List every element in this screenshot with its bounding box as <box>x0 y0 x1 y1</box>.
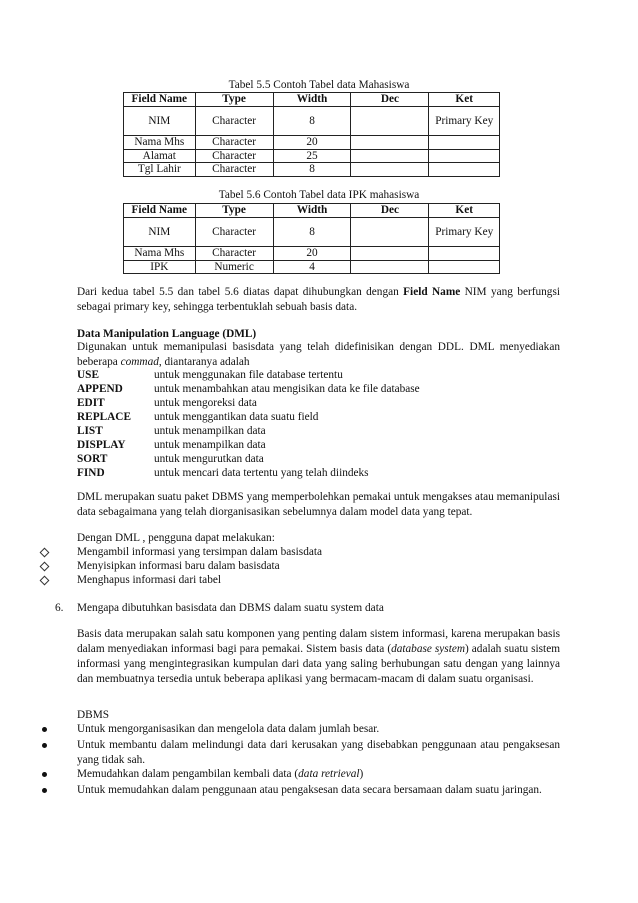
table-cell: 8 <box>273 163 351 177</box>
dml-intro <box>77 340 560 370</box>
table-cell: Primary Key <box>429 218 500 247</box>
answer-text: Basis data merupakan salah satu komponen yang penting dalam sistem informasi, karena merupakan basis dalam menyediakan informasi bagi para pemakai. Sistem basis data ( <box>77 628 560 655</box>
table1-header-row <box>124 93 500 107</box>
table2-caption: Tabel 5.6 Contoh Tabel data IPK mahasiswa <box>218 189 420 201</box>
table-cell: Character <box>195 136 273 150</box>
table1 <box>123 92 500 177</box>
command-name: FIND <box>77 467 105 479</box>
table-cell: Character <box>195 149 273 163</box>
bullet-dot-icon <box>38 767 50 780</box>
dml-can-item: Menghapus informasi dari tabel <box>77 574 221 586</box>
dbms-item <box>77 767 560 781</box>
table1-header: Dec <box>351 93 429 107</box>
table2-header: Field Name <box>124 204 196 218</box>
table-cell: Character <box>195 107 273 136</box>
table-cell: 8 <box>273 107 351 136</box>
dml-heading: Data Manipulation Language (DML) <box>77 328 257 340</box>
table2-header-row <box>124 204 500 218</box>
dbms-item-text-end: ) <box>359 768 364 780</box>
table-cell <box>351 247 429 261</box>
table-cell: Character <box>195 163 273 177</box>
link-paragraph-text-end: NIM yang berfungsi sebagai primary key, sehingga terbentuklah sebuah basis data. <box>77 286 560 313</box>
table-cell: 4 <box>273 260 351 274</box>
command-name: USE <box>77 369 99 381</box>
dml-can-item: Menyisipkan informasi baru dalam basisdata <box>77 560 280 572</box>
table-cell: 20 <box>273 247 351 261</box>
dml-can-item: Mengambil informasi yang tersimpan dalam basisdata <box>77 546 323 558</box>
table-cell: 25 <box>273 149 351 163</box>
table-cell: Nama Mhs <box>124 136 196 150</box>
diamond-bullet-icon <box>38 573 50 587</box>
dml-intro-text-end: , diantaranya adalah <box>158 356 250 368</box>
diamond-bullet-icon <box>38 545 50 559</box>
table-row <box>124 247 500 261</box>
table-row <box>124 107 500 136</box>
command-desc: untuk mencari data tertentu yang telah diindeks <box>154 467 369 479</box>
table-cell: NIM <box>124 218 196 247</box>
table-cell: 8 <box>273 218 351 247</box>
command-row-append <box>77 382 420 396</box>
table-cell <box>429 136 500 150</box>
dml-summary: DML merupakan suatu paket DBMS yang memperbolehkan pemakai untuk mengakses atau memanipulasi data sebagaimana yang telah diorganisasikan sebelumnya dalam model data yang tepat. <box>77 491 560 518</box>
table-cell: Character <box>195 247 273 261</box>
diamond-bullet-icon <box>38 559 50 573</box>
bullet-dot-icon <box>38 738 50 751</box>
table-cell <box>429 149 500 163</box>
table-cell: Numeric <box>195 260 273 274</box>
dml-intro-text: Digunakan untuk memanipulasi basisdata yang telah didefinisikan dengan DDL. DML menyediakan beberapa <box>77 341 560 368</box>
table2-header: Type <box>195 204 273 218</box>
command-desc: untuk menggantikan data suatu field <box>154 411 319 423</box>
question-text: Mengapa dibutuhkan basisdata dan DBMS dalam suatu system data <box>77 602 384 614</box>
table1-caption: Tabel 5.5 Contoh Tabel data Mahasiswa <box>228 79 410 91</box>
command-row-list <box>77 424 266 438</box>
table1-header: Field Name <box>124 93 196 107</box>
command-row-use <box>77 368 343 382</box>
table-cell <box>351 218 429 247</box>
table-cell: IPK <box>124 260 196 274</box>
table-cell <box>351 136 429 150</box>
table-cell <box>351 149 429 163</box>
table-cell <box>429 163 500 177</box>
dbms-item: Untuk mengorganisasikan dan mengelola data dalam jumlah besar. <box>77 723 380 735</box>
dbms-item: Untuk membantu dalam melindungi data dari kerusakan yang disebabkan penggunaan atau pengaksesan yang tidak sah. <box>77 739 560 766</box>
command-desc: untuk mengoreksi data <box>154 397 257 409</box>
table2-header: Ket <box>429 204 500 218</box>
question-number: 6. <box>55 602 64 614</box>
dbms-label: DBMS <box>77 709 110 721</box>
command-desc: untuk mengurutkan data <box>154 453 264 465</box>
table-cell <box>351 163 429 177</box>
command-desc: untuk menggunakan file database tertentu <box>154 369 343 381</box>
table-cell <box>351 260 429 274</box>
table-row <box>124 136 500 150</box>
command-desc: untuk menampilkan data <box>154 439 266 451</box>
table2-header: Dec <box>351 204 429 218</box>
command-name: SORT <box>77 453 108 465</box>
table-cell <box>429 247 500 261</box>
dbms-item-text: Memudahkan dalam pengambilan kembali data ( <box>77 768 299 780</box>
table-cell <box>429 260 500 274</box>
table1-header: Ket <box>429 93 500 107</box>
link-paragraph <box>77 285 560 315</box>
table-cell: 20 <box>273 136 351 150</box>
command-name: APPEND <box>77 383 123 395</box>
dml-intro-italic: commad <box>120 356 159 368</box>
table-cell: NIM <box>124 107 196 136</box>
table-cell: Alamat <box>124 149 196 163</box>
command-name: EDIT <box>77 397 105 409</box>
answer-italic: database system <box>391 643 466 655</box>
table-cell <box>351 107 429 136</box>
command-row-edit <box>77 396 257 410</box>
table2 <box>123 203 500 274</box>
table-row <box>124 218 500 247</box>
command-row-sort <box>77 452 264 466</box>
table-cell: Primary Key <box>429 107 500 136</box>
command-desc: untuk menampilkan data <box>154 425 266 437</box>
dml-can-intro: Dengan DML , pengguna dapat melakukan: <box>77 532 275 544</box>
command-row-replace <box>77 410 318 424</box>
dbms-item-italic: data retrieval <box>298 768 360 780</box>
command-desc: untuk menambahkan atau mengisikan data ke file database <box>154 383 420 395</box>
command-row-find <box>77 466 369 480</box>
table-row <box>124 163 500 177</box>
table-row <box>124 260 500 274</box>
command-name: DISPLAY <box>77 439 126 451</box>
link-paragraph-text: Dari kedua tabel 5.5 dan tabel 5.6 diatas dapat dihubungkan dengan <box>77 286 404 298</box>
command-row-display <box>77 438 266 452</box>
table-cell: Character <box>195 218 273 247</box>
field-name-term: Field Name <box>403 286 461 298</box>
table2-header: Width <box>273 204 351 218</box>
answer-text-end: ) adalah suatu sistem informasi yang mengintegrasikan kumpulan dari data yang saling berhubungan satu dengan yang lainnya dan membuatnya tersedia untuk beberapa aplikasi yang bermacam-macam di dalam suatu organisasi. <box>77 643 560 685</box>
table1-header: Width <box>273 93 351 107</box>
answer-paragraph <box>77 627 560 687</box>
table-row <box>124 149 500 163</box>
dbms-item: Untuk memudahkan dalam penggunaan atau pengaksesan data secara bersamaan dalam suatu jaringan. <box>77 784 542 796</box>
table-cell: Tgl Lahir <box>124 163 196 177</box>
bullet-dot-icon <box>38 783 50 796</box>
table1-header: Type <box>195 93 273 107</box>
command-name: LIST <box>77 425 103 437</box>
bullet-dot-icon <box>38 722 50 735</box>
command-name: REPLACE <box>77 411 131 423</box>
table-cell: Nama Mhs <box>124 247 196 261</box>
